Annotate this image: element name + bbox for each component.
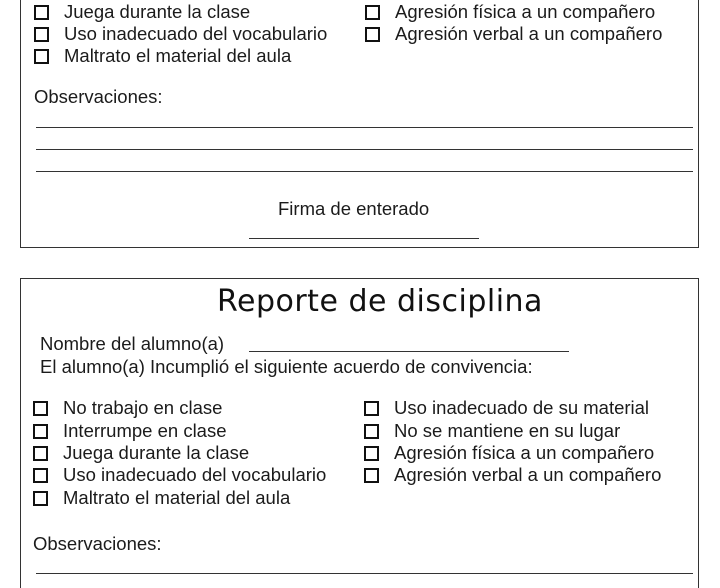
checkbox-item-interrupts-class[interactable]: Interrumpe en clase	[33, 420, 227, 442]
checkbox-icon[interactable]	[364, 424, 379, 439]
checkbox-item-misuse-material[interactable]: Uso inadecuado de su material	[364, 397, 649, 419]
signature-label: Firma de enterado	[278, 198, 430, 219]
checkbox-icon[interactable]	[33, 401, 48, 416]
statement-text: El alumno(a) Incumplió el siguiente acuerdo de convivencia:	[40, 356, 533, 377]
checkbox-item-mistreats-material[interactable]: Maltrato el material del aula	[33, 487, 290, 509]
observations-line[interactable]	[36, 127, 693, 128]
checkbox-item-inappropriate-vocabulary[interactable]: Uso inadecuado del vocabulario	[33, 464, 326, 486]
checkbox-item-verbal-aggression[interactable]: Agresión verbal a un compañero	[365, 23, 662, 45]
checkbox-item-physical-aggression[interactable]: Agresión física a un compañero	[365, 1, 655, 23]
observations-line[interactable]	[36, 171, 693, 172]
checkbox-icon[interactable]	[364, 446, 379, 461]
checkbox-item-plays-in-class[interactable]: Juega durante la clase	[34, 1, 250, 23]
checkbox-icon[interactable]	[365, 27, 380, 42]
student-name-label: Nombre del alumno(a)	[40, 333, 225, 354]
observations-label: Observaciones:	[34, 86, 163, 107]
checkbox-icon[interactable]	[33, 446, 48, 461]
checkbox-item-leaves-seat[interactable]: No se mantiene en su lugar	[364, 420, 620, 442]
observations-line[interactable]	[36, 149, 693, 150]
checkbox-icon[interactable]	[34, 27, 49, 42]
observations-label: Observaciones:	[33, 533, 162, 554]
checkbox-item-verbal-aggression[interactable]: Agresión verbal a un compañero	[364, 464, 661, 486]
checkbox-item-mistreats-material[interactable]: Maltrato el material del aula	[34, 45, 291, 67]
checkbox-icon[interactable]	[33, 468, 48, 483]
student-name-field[interactable]	[249, 351, 569, 352]
observations-line[interactable]	[36, 573, 693, 574]
checkbox-icon[interactable]	[33, 424, 48, 439]
checkbox-item-inappropriate-vocabulary[interactable]: Uso inadecuado del vocabulario	[34, 23, 327, 45]
checkbox-icon[interactable]	[34, 49, 49, 64]
checkbox-icon[interactable]	[364, 401, 379, 416]
checkbox-icon[interactable]	[34, 5, 49, 20]
checkbox-item-no-work-in-class[interactable]: No trabajo en clase	[33, 397, 222, 419]
checkbox-icon[interactable]	[365, 5, 380, 20]
checkbox-icon[interactable]	[33, 491, 48, 506]
checkbox-item-plays-in-class[interactable]: Juega durante la clase	[33, 442, 249, 464]
checkbox-item-physical-aggression[interactable]: Agresión física a un compañero	[364, 442, 654, 464]
checkbox-icon[interactable]	[364, 468, 379, 483]
signature-line[interactable]	[249, 238, 479, 239]
report-title: Reporte de disciplina	[217, 284, 543, 319]
